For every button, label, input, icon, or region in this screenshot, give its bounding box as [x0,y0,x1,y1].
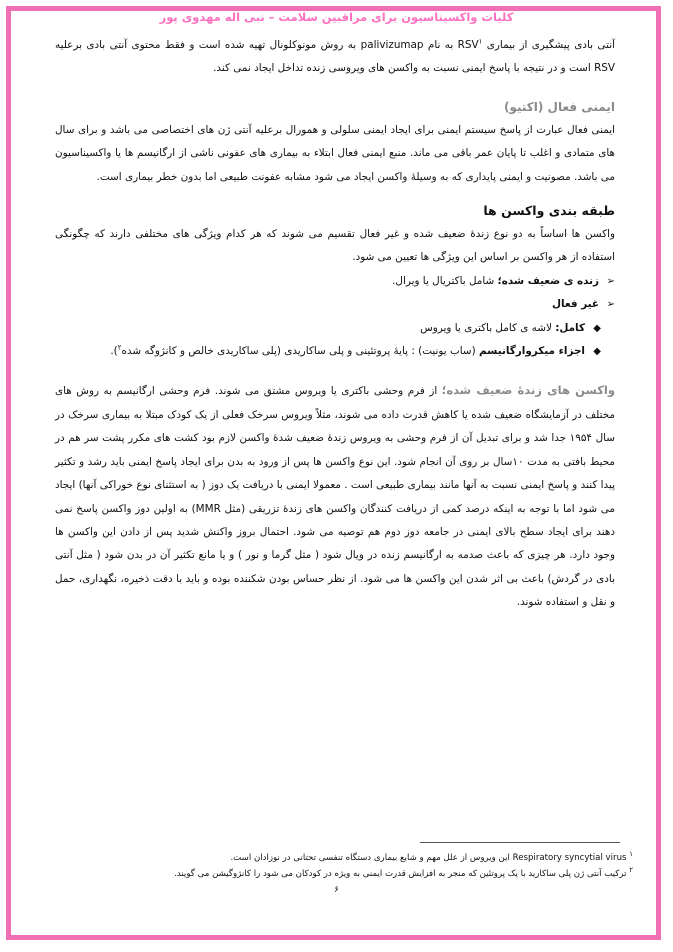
intro-text-end: به نام palivizumap به روش مونوکلونال تهیه شده است و فقط محتوی آنتی بادی برعلیه RSV است و در نتیجه با پاسخ ایمنی نسبت به واکسن های ویروسی زنده تداخل ایجاد نمی کند. [55,39,615,75]
list-item-label: غیر فعال [551,298,599,311]
active-immunity-paragraph: ایمنی فعال عبارت از پاسخ سیستم ایمنی برای ایجاد ایمنی سلولی و همورال برعلیه آنتی ژن های اختصاصی می باشد و برای سال های متمادی و اغلب تا پایان عمر باقی می ماند. منبع ایمنی فعال ابتلاء به بیماری های عفونی ناشی از ارگانیسم ها یا واکسیناسیون می باشد. مصونیت و ایمنی پایداری که به وسیلهٔ واکسن ایجاد می شود مشابه عفونت طبیعی اما بدون خطر بیماری است. [55,123,615,183]
footnote-ref-1[interactable]: ۱ [478,37,483,46]
live-vaccines-text: از فرم وحشی باکتری یا ویروس مشتق می شوند. فرم وحشی ارگانیسم به روش های مختلف در آزمایشگاه ضعیف شده یا کاهش قدرت داده می شوند، مثلاً ویروس سرخک فعلی از یک کودک مبتلا به بیماری سرخک در سال ۱۹۵۴ جدا شد و برای تبدیل آن از فرم وحشی به ویروس زندهٔ ضعیف شدهٔ واکسن لازم بود کشت های مکرر پشت سر هم در محیط بافتی به مدت ۱۰سال بر روی آن انجام شود. این نوع واکسن ها پس از ورود به بدن برای ایجاد پاسخ ایمنی باید رشد و تکثیر پیدا کنند و پاسخ ایمنی نسبت به آنها مانند بیماری طبیعی است . معمولا ایمنی با دریافت یک دوز ( به استثنای نوع خوراکی آنها) ایجاد می شود اما با توجه به اینکه درصد کمی از دریافت کنندگان واکسن های زندهٔ تزریقی (مثل MMR) به اولین دوز واکسن پاسخ نمی دهند برای ایجاد سطح بالای ایمنی در جامعه دوز دوم هم توصیه می شود. احتمال بروز واکنش شدید پس از دادن این واکسن ها وجود دارد. هر چیزی که باعث صدمه به ارگانیسم زنده در ویال شود ( مثل گرما و نور ) و یا مانع تکثیر آن در بدن شود ( مثل آنتی بادی در گردش) باعث بی اثر شدن این واکسن ها می شود. از نظر حساس بودن شکننده بوده و باید با دقت ذخیره، نگهداری، حمل و نقل و استفاده شوند. [55,385,615,609]
diamond-bullet-icon: ◆ [593,346,601,358]
running-header: کلیات واکسیناسیون برای مراقبین سلامت – نبی اله مهدوی پور [159,10,514,24]
footnote-1 [40,850,633,866]
footnote-text: Respiratory syncytial virus این ویروس از علل مهم و شایع بیماری دستگاه تنفسی تحتانی در نوزادان است. [230,853,630,863]
sublist-item-subunit [55,340,615,363]
footnote-number: ۲ [629,866,633,875]
live-vaccines-lead: واکسن های زندهٔ ضعیف شده؛ [441,383,615,398]
footnote-2 [40,866,633,882]
footnote-ref-2[interactable]: ۲ [117,343,122,352]
diamond-bullet-icon: ◆ [593,322,601,334]
page-number: ۶ [334,885,339,895]
intro-rsv: RSV [457,39,479,51]
footnotes [40,850,633,898]
sublist-item-text: لاشه ی کامل باکتری یا ویروس [420,321,556,334]
active-immunity-heading: ایمنی فعال (اکتیو) [504,99,615,114]
intro-text-start: آنتی بادی پیشگیری از بیماری [482,39,615,51]
footnote-separator [420,842,620,843]
arrow-bullet-icon: ➢ [606,275,615,287]
list-item-text: شامل باکتریال یا ویرال. [392,274,498,287]
live-vaccines-paragraph [55,379,615,614]
sublist-item-text: (ساب یونیت) : پایهٔ پروتئینی و پلی ساکاریدی (پلی ساکاریدی خالص و کانژوگه شده [121,345,479,358]
sublist-item-whole [55,317,615,340]
vaccine-classification-heading: طبقه بندی واکسن ها [483,203,615,219]
list-item-label: زنده ی ضعیف شده؛ [497,274,599,287]
footnote-text: ترکیب آنتی ژن پلی ساکارید با یک پروتئین که منجر به افزایش قدرت ایمنی به ویژه در کودکان می شود را کانژوگیشن می گویند. [174,869,630,879]
vaccine-classification-paragraph: واکسن ها اساساً به دو نوع زندهٔ ضعیف شده و غیر فعال تقسیم می شوند که هر کدام ویژگی های مختلفی دارند که چگونگی استفاده از هر واکسن بر اساس این ویژگی ها تعیین می شود. [55,228,615,264]
list-item-inactivated [55,293,615,316]
page-content [55,34,615,615]
sublist-item-label: اجزاء میکروارگانیسم [479,345,585,358]
sublist-item-label: کامل: [555,321,585,334]
list-item-live-attenuated [55,270,615,293]
sublist-item-tail: ). [110,345,118,358]
intro-paragraph [55,34,615,81]
footnote-number: ۱ [629,850,633,859]
arrow-bullet-icon: ➢ [606,299,615,311]
